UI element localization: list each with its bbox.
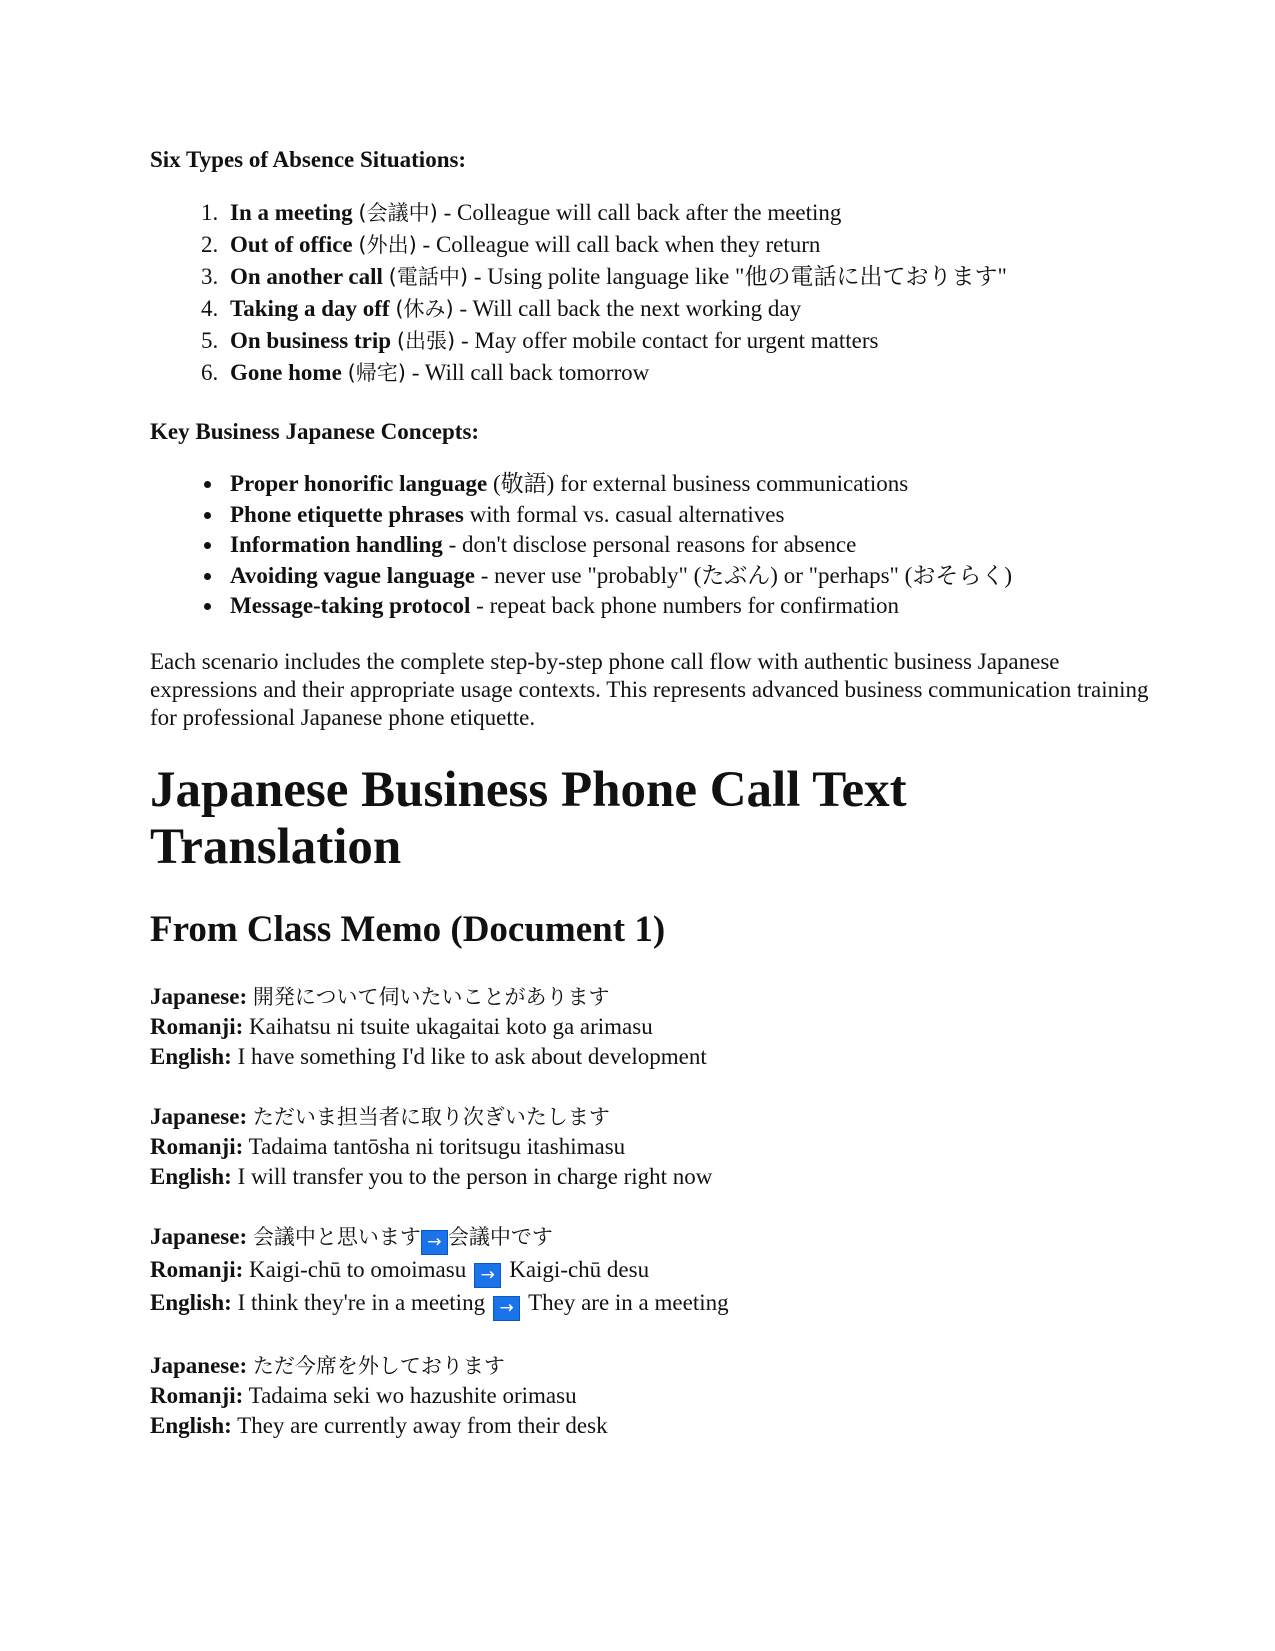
absence-types-list bbox=[224, 197, 1150, 389]
item-kanji: (休み) bbox=[395, 297, 454, 321]
japanese-text: ただいま担当者に取り次ぎいたします bbox=[252, 1104, 610, 1129]
item-description: - Will call back tomorrow bbox=[405, 360, 650, 385]
item-term: Information handling bbox=[230, 532, 443, 557]
english-label: English: bbox=[150, 1412, 232, 1438]
item-description: - Colleague will call back when they return bbox=[416, 232, 821, 257]
japanese-label: Japanese: bbox=[150, 1103, 248, 1129]
translation-entry bbox=[150, 1351, 1150, 1441]
english-text: They are in a meeting bbox=[528, 1289, 729, 1315]
romanji-text: Kaihatsu ni tsuite ukagaitai koto ga arimasu bbox=[249, 1013, 653, 1039]
item-kanji: (電話中) bbox=[388, 265, 469, 289]
romanji-text: Kaigi-chū desu bbox=[509, 1256, 650, 1282]
romanji-text: Kaigi-chū to omoimasu bbox=[249, 1256, 467, 1282]
english-line bbox=[150, 1162, 1150, 1192]
item-term: Phone etiquette phrases bbox=[230, 501, 464, 527]
japanese-text: 開発について伺いたいことがあります bbox=[252, 984, 610, 1009]
romanji-line bbox=[150, 1255, 1150, 1288]
japanese-line bbox=[150, 1222, 1150, 1255]
summary-paragraph: Each scenario includes the complete step-by-step phone call flow with authentic business Japanese expressions and their appropriate usage contexts. This represents advanced business communication training for professional Japanese phone etiquette. bbox=[150, 648, 1149, 730]
section-heading-absence: Six Types of Absence Situations: bbox=[150, 147, 467, 172]
english-label: English: bbox=[150, 1043, 232, 1069]
romanji-text: Tadaima tantōsha ni toritsugu itashimasu bbox=[248, 1133, 626, 1159]
document-page bbox=[150, 145, 1150, 1441]
item-term: Avoiding vague language bbox=[230, 562, 475, 588]
romanji-label: Romanji: bbox=[150, 1013, 244, 1039]
english-line bbox=[150, 1288, 1150, 1321]
romanji-label: Romanji: bbox=[150, 1382, 244, 1408]
arrow-right-icon: → bbox=[493, 1296, 520, 1321]
translation-entry bbox=[150, 982, 1150, 1072]
list-item bbox=[224, 500, 1150, 531]
item-description: - May offer mobile contact for urgent matters bbox=[455, 328, 879, 353]
list-item bbox=[224, 197, 1150, 229]
item-term: Proper honorific language bbox=[230, 471, 488, 496]
item-kanji: (出張) bbox=[396, 329, 456, 353]
japanese-line bbox=[150, 1102, 1150, 1132]
list-item bbox=[224, 261, 1150, 293]
list-item bbox=[224, 293, 1150, 325]
japanese-label: Japanese: bbox=[150, 1223, 248, 1249]
japanese-line bbox=[150, 982, 1150, 1012]
english-text: I will transfer you to the person in charge right now bbox=[237, 1163, 713, 1189]
item-term: Gone home bbox=[230, 360, 342, 385]
list-item bbox=[224, 469, 1150, 500]
list-item bbox=[224, 357, 1150, 389]
item-term: Out of office bbox=[230, 232, 353, 257]
translation-entry bbox=[150, 1222, 1150, 1321]
document-subtitle: From Class Memo (Document 1) bbox=[150, 908, 666, 950]
item-kanji: (会議中) bbox=[358, 201, 438, 225]
english-line bbox=[150, 1042, 1150, 1072]
item-kanji: (帰宅) bbox=[347, 361, 406, 385]
item-term: Message-taking protocol bbox=[230, 593, 471, 618]
item-term: In a meeting bbox=[230, 200, 353, 225]
item-description: - never use "probably" (たぶん) or "perhaps" (おそらく) bbox=[474, 562, 1012, 588]
japanese-line bbox=[150, 1351, 1150, 1381]
list-item bbox=[224, 561, 1150, 592]
english-label: English: bbox=[150, 1289, 232, 1315]
item-term: On business trip bbox=[230, 328, 392, 353]
item-description: - Will call back the next working day bbox=[453, 296, 802, 321]
document-title: Japanese Business Phone Call Text Translation bbox=[150, 761, 907, 875]
english-text: I have something I'd like to ask about development bbox=[237, 1043, 707, 1069]
list-item bbox=[224, 229, 1150, 261]
japanese-label: Japanese: bbox=[150, 983, 248, 1009]
english-text: They are currently away from their desk bbox=[237, 1412, 608, 1438]
english-label: English: bbox=[150, 1163, 232, 1189]
list-item bbox=[224, 325, 1150, 357]
japanese-text: 会議中と思います bbox=[252, 1224, 421, 1249]
item-description: - Colleague will call back after the meeting bbox=[437, 200, 842, 225]
arrow-right-icon: → bbox=[474, 1263, 501, 1288]
translation-entry bbox=[150, 1102, 1150, 1192]
item-term: On another call bbox=[230, 264, 383, 289]
item-description: - repeat back phone numbers for confirmation bbox=[470, 593, 899, 618]
item-term: Taking a day off bbox=[230, 296, 390, 321]
list-item bbox=[224, 530, 1150, 561]
romanji-line bbox=[150, 1012, 1150, 1042]
romanji-label: Romanji: bbox=[150, 1256, 244, 1282]
item-description: - don't disclose personal reasons for absence bbox=[442, 532, 857, 557]
japanese-text: ただ今席を外しております bbox=[252, 1353, 505, 1378]
romanji-line bbox=[150, 1381, 1150, 1411]
english-line bbox=[150, 1411, 1150, 1441]
romanji-label: Romanji: bbox=[150, 1133, 244, 1159]
english-text: I think they're in a meeting bbox=[237, 1289, 486, 1315]
concepts-list bbox=[224, 469, 1150, 622]
item-description: with formal vs. casual alternatives bbox=[463, 501, 785, 527]
arrow-right-icon: → bbox=[421, 1230, 448, 1255]
japanese-text: 会議中です bbox=[447, 1224, 553, 1249]
japanese-label: Japanese: bbox=[150, 1352, 248, 1378]
list-item bbox=[224, 591, 1150, 622]
romanji-line bbox=[150, 1132, 1150, 1162]
item-description: (敬語) for external business communications bbox=[487, 471, 909, 496]
item-kanji: (外出) bbox=[358, 233, 417, 257]
section-heading-concepts: Key Business Japanese Concepts: bbox=[150, 419, 480, 444]
romanji-text: Tadaima seki wo hazushite orimasu bbox=[248, 1382, 577, 1408]
item-description: - Using polite language like "他の電話に出ております" bbox=[468, 264, 1007, 289]
